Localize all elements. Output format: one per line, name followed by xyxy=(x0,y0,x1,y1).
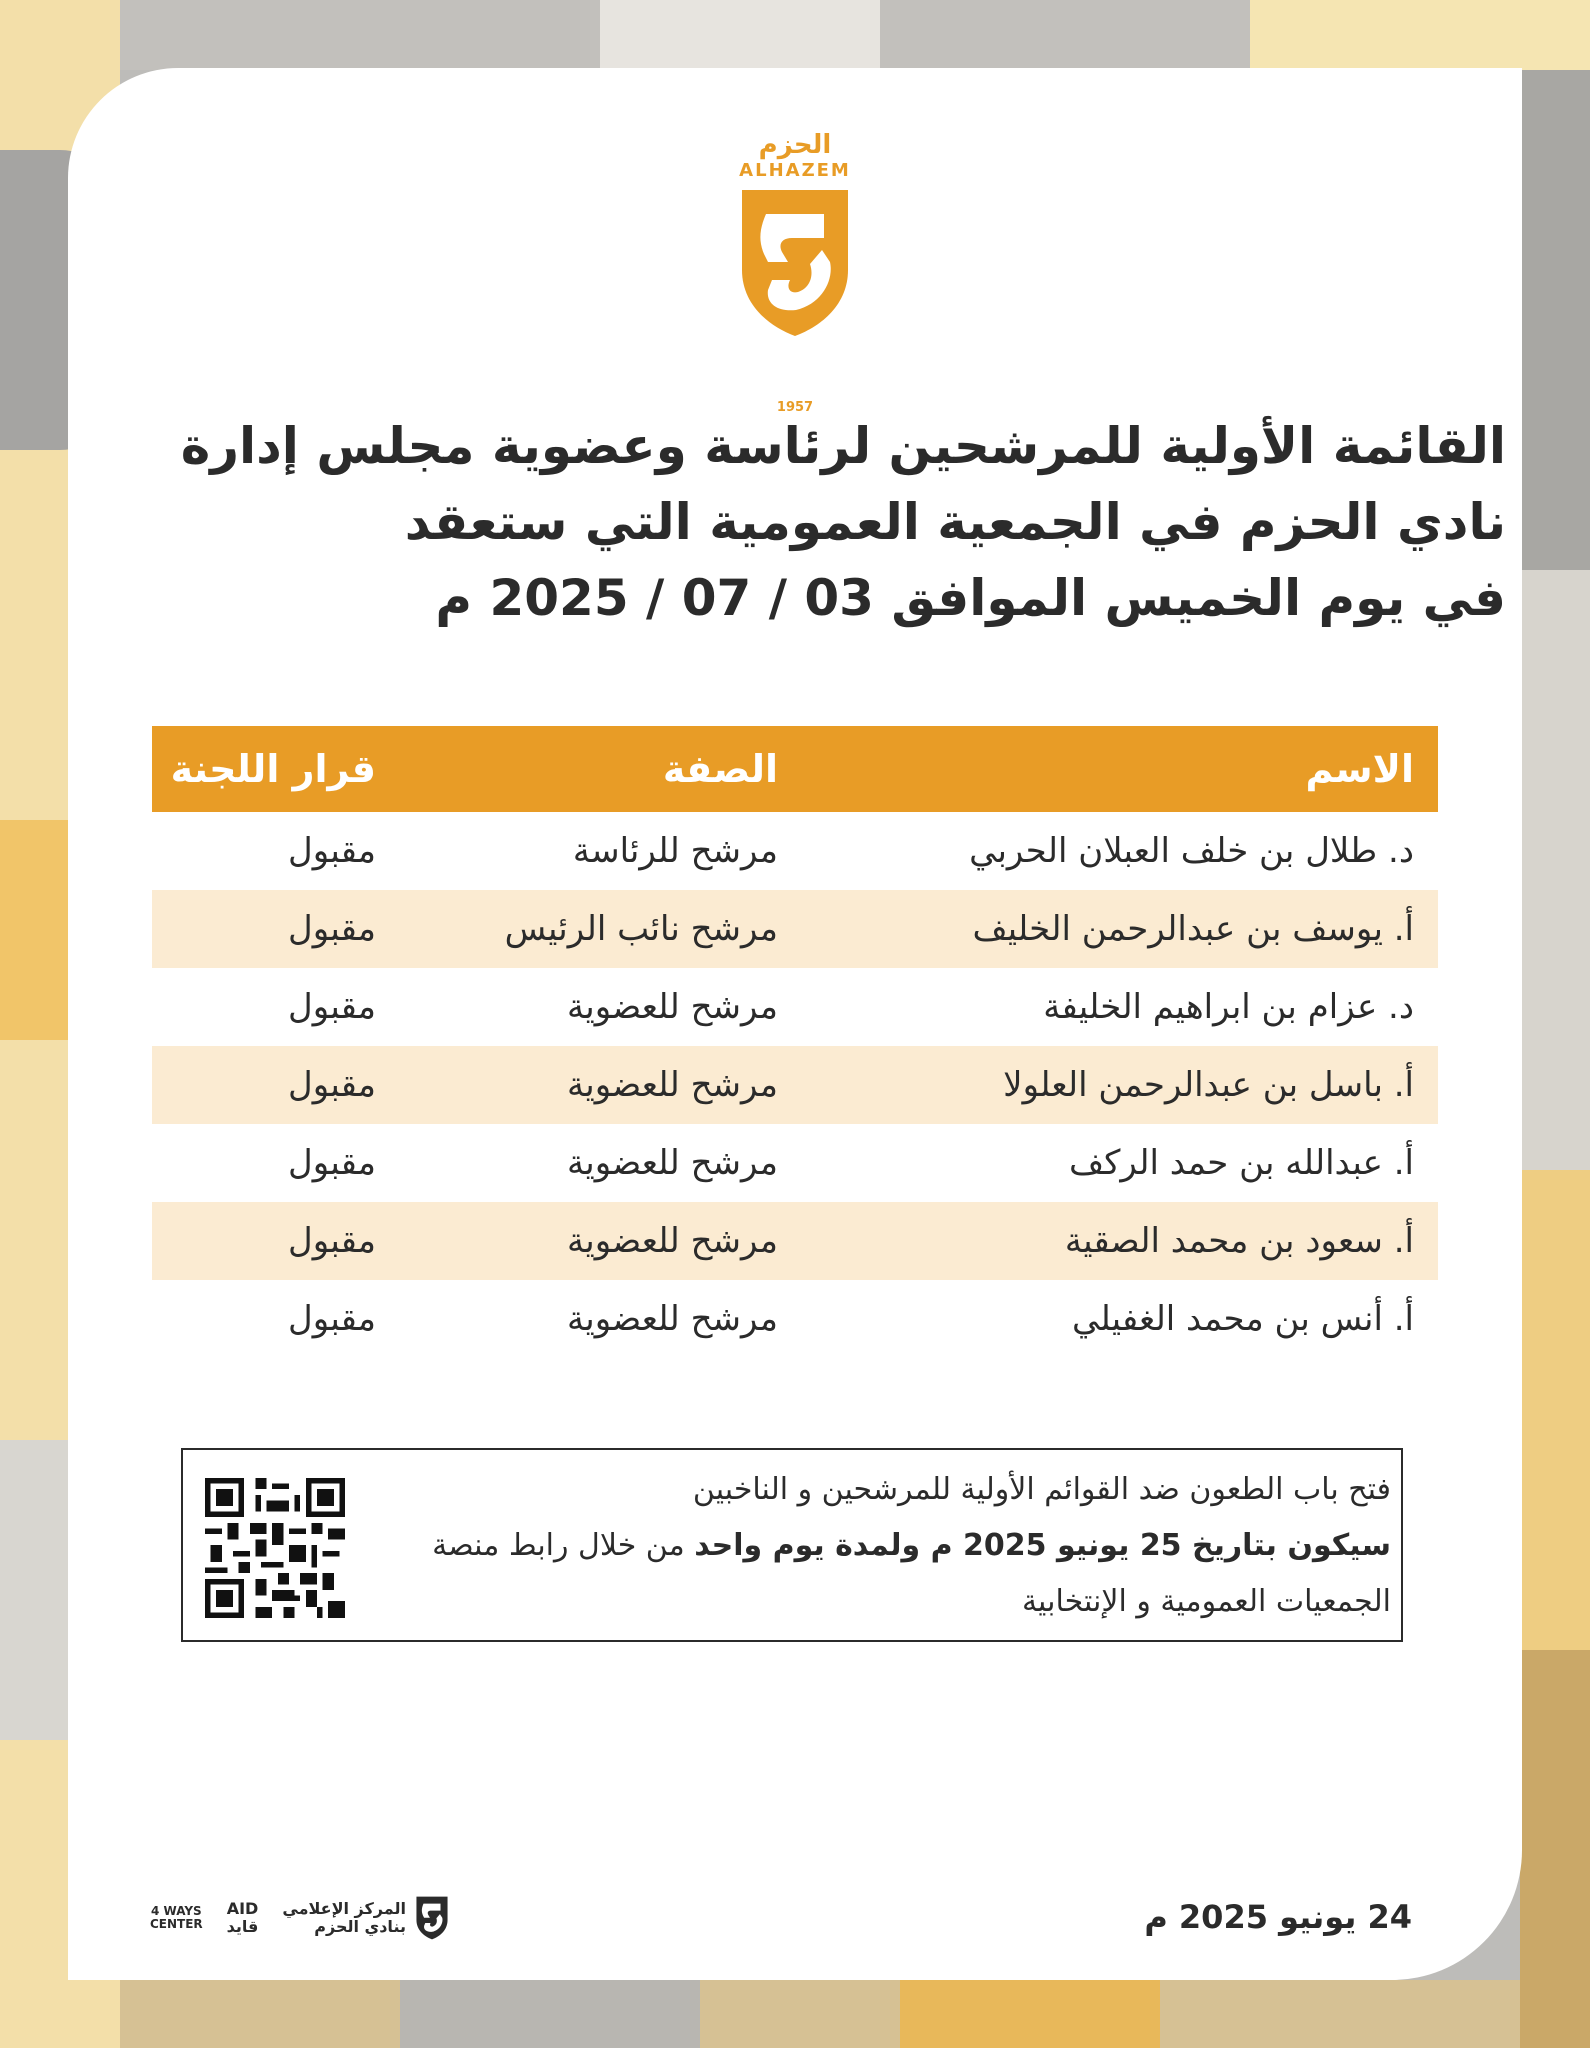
candidate-name: أ. يوسف بن عبدالرحمن الخليف xyxy=(972,909,1414,949)
media-center-line-2: بنادي الحزم xyxy=(314,1917,406,1936)
header-name: الاسم xyxy=(1305,747,1414,791)
four-ways-line-2: CENTER xyxy=(150,1917,203,1931)
committee-decision: مقبول xyxy=(288,987,376,1027)
poster-card xyxy=(68,68,1522,1980)
table-header xyxy=(152,726,1438,812)
alhazem-logo xyxy=(730,130,860,415)
candidate-role: مرشح نائب الرئيس xyxy=(504,909,778,949)
candidates-table xyxy=(152,726,1438,1358)
header-role: الصفة xyxy=(662,747,778,791)
committee-decision: مقبول xyxy=(288,1143,376,1183)
committee-decision: مقبول xyxy=(288,831,376,871)
table-row xyxy=(152,1124,1438,1202)
page-title xyxy=(152,408,1506,636)
appeals-notice-box xyxy=(181,1448,1403,1642)
candidate-name: أ. سعود بن محمد الصقية xyxy=(1064,1221,1414,1261)
candidate-role: مرشح للعضوية xyxy=(567,1143,778,1183)
table-row xyxy=(152,1202,1438,1280)
four-ways-text xyxy=(150,1905,203,1931)
club-shield-icon xyxy=(738,188,852,338)
candidate-name: د. طلال بن خلف العبلان الحربي xyxy=(969,831,1414,871)
candidate-name: أ. أنس بن محمد الغفيلي xyxy=(1071,1299,1414,1339)
publish-date: 24 يونيو 2025 م xyxy=(1144,1898,1412,1936)
aid-english: AID xyxy=(226,1899,259,1918)
footer-logos xyxy=(150,1890,452,1946)
notice-line-2 xyxy=(351,1518,1391,1574)
title-line-2: نادي الحزم في الجمعية العمومية التي ستعقد xyxy=(404,493,1506,551)
candidate-role: مرشح للعضوية xyxy=(567,1221,778,1261)
media-center-line-1: المركز الإعلامي xyxy=(282,1899,406,1918)
qr-code-icon[interactable] xyxy=(205,1478,345,1618)
table-row xyxy=(152,890,1438,968)
title-line-3: في يوم الخميس الموافق 03 / 07 / 2025 م xyxy=(435,569,1506,627)
media-center-logo xyxy=(282,1896,452,1940)
notice-text xyxy=(351,1462,1391,1630)
committee-decision: مقبول xyxy=(288,1299,376,1339)
committee-decision: مقبول xyxy=(288,1221,376,1261)
logo-year: 1957 xyxy=(776,400,814,415)
header-decision: قرار اللجنة xyxy=(170,747,376,791)
logo-arabic-name: الحزم xyxy=(758,130,832,160)
table-row xyxy=(152,1046,1438,1124)
media-center-text xyxy=(282,1900,406,1936)
notice-line-2-rest: من خلال رابط منصة xyxy=(432,1528,695,1563)
notice-line-3: الجمعيات العمومية و الإنتخابية xyxy=(1021,1584,1391,1619)
table-row xyxy=(152,1280,1438,1358)
aid-text xyxy=(227,1900,259,1936)
four-ways-logo xyxy=(150,1905,203,1931)
candidate-name: أ. باسل بن عبدالرحمن العلولا xyxy=(1003,1065,1414,1105)
table-row xyxy=(152,812,1438,890)
logo-english-name: ALHAZEM xyxy=(739,160,851,181)
candidate-name: أ. عبدالله بن حمد الركف xyxy=(1069,1143,1414,1183)
committee-decision: مقبول xyxy=(288,1065,376,1105)
title-line-1: القائمة الأولية للمرشحين لرئاسة وعضوية مجلس إدارة xyxy=(180,417,1506,475)
aid-logo xyxy=(227,1900,259,1936)
table-row xyxy=(152,968,1438,1046)
notice-date-emphasis: سيكون بتاريخ 25 يونيو 2025 م ولمدة يوم واحد xyxy=(694,1528,1391,1563)
four-ways-line-1: 4 WAYS xyxy=(150,1904,202,1918)
committee-decision: مقبول xyxy=(288,909,376,949)
candidate-role: مرشح للعضوية xyxy=(567,1299,778,1339)
candidate-name: د. عزام بن ابراهيم الخليفة xyxy=(1043,987,1414,1027)
candidate-role: مرشح للعضوية xyxy=(567,987,778,1027)
candidate-role: مرشح للرئاسة xyxy=(572,831,778,871)
candidate-role: مرشح للعضوية xyxy=(567,1065,778,1105)
notice-line-1: فتح باب الطعون ضد القوائم الأولية للمرشحين و الناخبين xyxy=(692,1472,1391,1507)
aid-arabic: قايد xyxy=(226,1917,259,1936)
club-mark-icon xyxy=(412,1896,452,1940)
